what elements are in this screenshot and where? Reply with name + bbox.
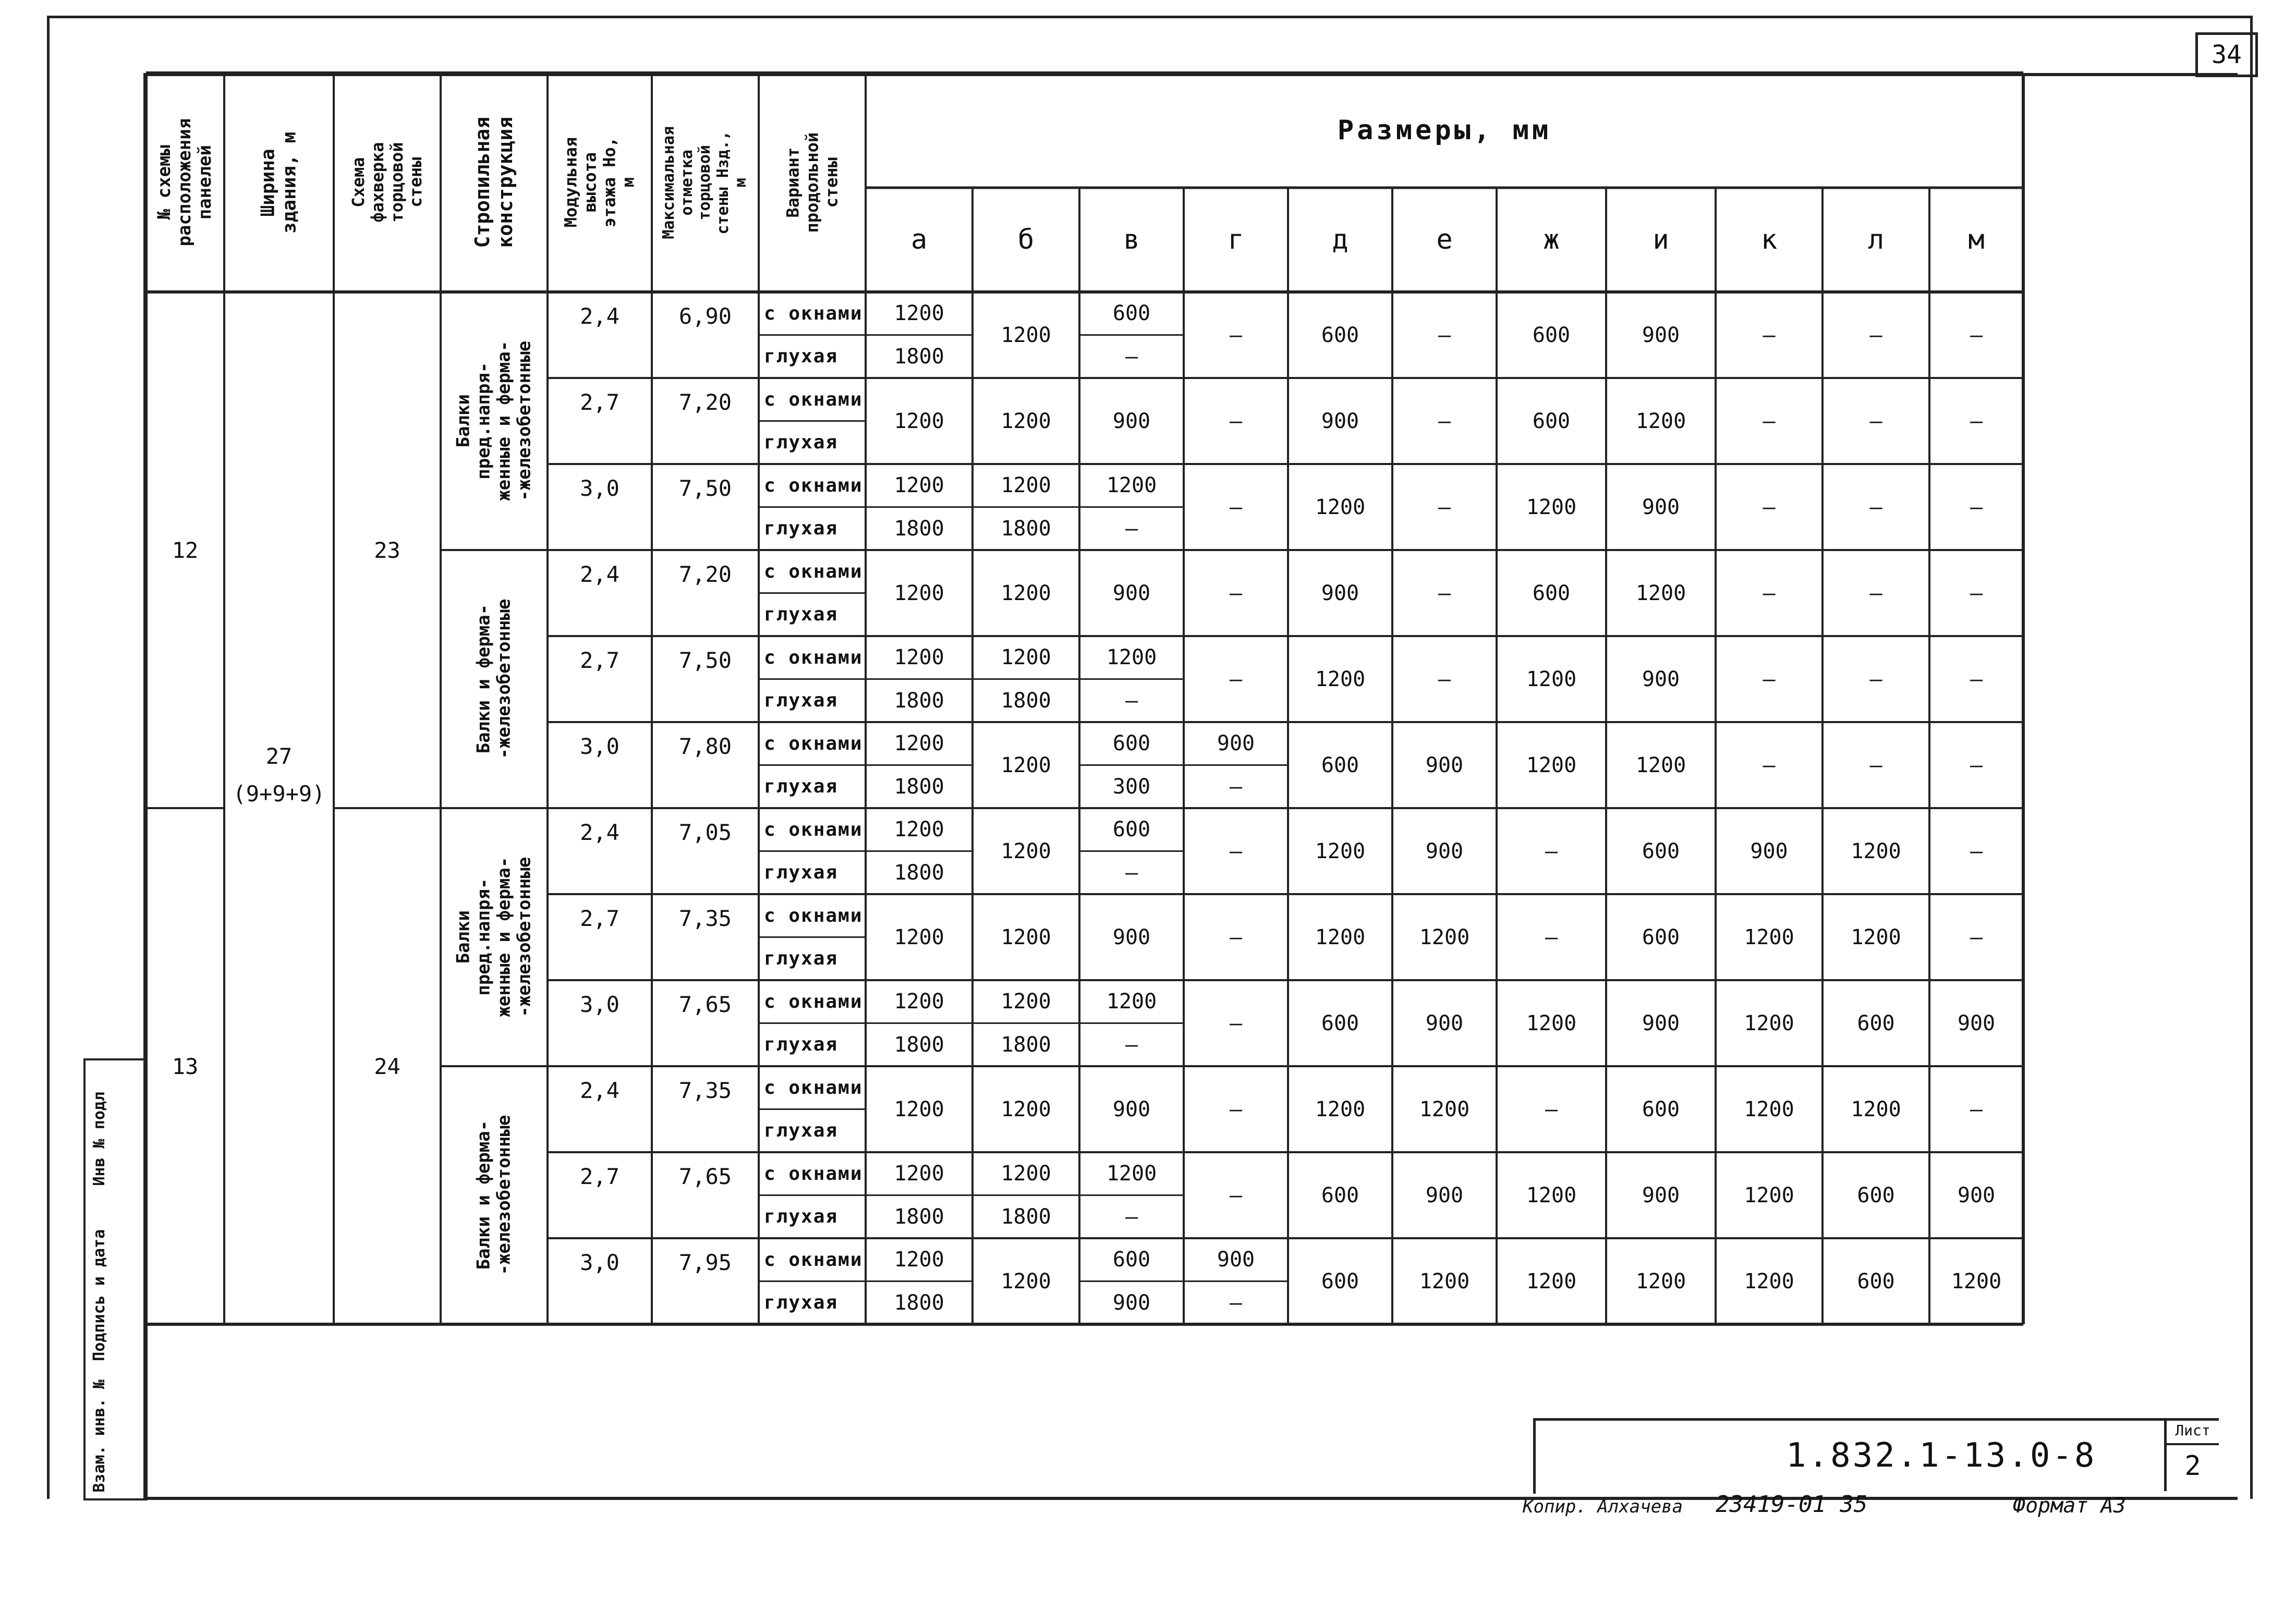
size-d: 600 [1321, 753, 1359, 777]
size-c: 900 [1112, 925, 1151, 949]
size-zh: 1200 [1526, 667, 1577, 691]
construction-prestressed-2: Балки пред.напря- женные и ферма- -железобетонные [453, 857, 535, 1018]
header-letter-и: и [1653, 224, 1669, 255]
scheme-12: 12 [172, 537, 199, 563]
header-letter-м: м [1968, 224, 1985, 255]
size-l: 1200 [1851, 839, 1901, 863]
max-mark: 7,35 [678, 905, 732, 931]
size-k: 1200 [1744, 925, 1794, 949]
size-mm: — [1970, 409, 1983, 433]
size-k: — [1763, 667, 1776, 691]
size-b: 1200 [1001, 409, 1051, 433]
variant-blank: глухая [764, 346, 839, 368]
variant-blank: глухая [764, 1292, 839, 1314]
size-c-blank: — [1125, 516, 1138, 541]
size-e: 900 [1425, 839, 1464, 863]
size-e: — [1438, 667, 1451, 691]
header-letter-б: б [1017, 224, 1035, 255]
size-i: 900 [1642, 667, 1680, 691]
size-g-blank: — [1229, 774, 1243, 799]
variant-blank: глухая [764, 1120, 839, 1142]
size-i: 1200 [1635, 753, 1686, 777]
footer-format: Формат А3 [2013, 1494, 2126, 1518]
size-b-windows: 1200 [1001, 1162, 1051, 1186]
size-c-windows: 600 [1112, 301, 1151, 326]
size-zh: — [1545, 925, 1558, 949]
variant-blank: глухая [764, 1206, 839, 1228]
floor-height: 3,0 [580, 733, 619, 759]
size-d: 600 [1321, 323, 1359, 347]
size-l: 600 [1857, 1183, 1895, 1207]
size-e: 900 [1425, 1183, 1464, 1207]
size-c-windows: 600 [1112, 731, 1151, 756]
size-i: 1200 [1635, 581, 1686, 605]
size-g: — [1229, 1183, 1243, 1207]
size-zh: 600 [1532, 581, 1571, 605]
size-a-windows: 1200 [894, 990, 944, 1014]
facade-24: 24 [374, 1053, 400, 1079]
max-mark: 7,65 [678, 1163, 732, 1189]
size-mm: 900 [1957, 1011, 1996, 1035]
sheet-value: 2 [2184, 1450, 2201, 1482]
variant-blank: глухая [764, 518, 839, 540]
max-mark: 7,95 [678, 1249, 732, 1275]
size-b-blank: 1800 [1001, 1204, 1051, 1229]
size-l: 600 [1857, 1011, 1895, 1035]
size-mm: — [1970, 581, 1983, 605]
document-code: 1.832.1-13.0-8 [1786, 1436, 2097, 1475]
header-letter-а: а [910, 224, 928, 255]
size-c-blank: — [1125, 860, 1138, 885]
size-e: 900 [1425, 1011, 1464, 1035]
size-g: — [1229, 581, 1243, 605]
max-mark: 6,90 [678, 303, 732, 329]
facade-23: 23 [374, 537, 400, 563]
size-b: 1200 [1001, 839, 1051, 863]
size-d: 1200 [1315, 925, 1366, 949]
size-mm: — [1970, 667, 1983, 691]
size-a-windows: 1200 [894, 645, 944, 670]
size-zh: — [1545, 1097, 1558, 1121]
size-a-blank: 1800 [894, 1204, 944, 1229]
size-g-windows: 900 [1217, 731, 1255, 756]
size-c-blank: — [1125, 344, 1138, 369]
floor-height: 2,7 [580, 389, 619, 415]
size-i: 600 [1642, 1097, 1680, 1121]
size-mm: 1200 [1951, 1269, 2002, 1293]
size-k: 1200 [1744, 1097, 1794, 1121]
size-mm: — [1970, 495, 1983, 519]
size-c-windows: 600 [1112, 817, 1151, 842]
size-g: — [1229, 839, 1243, 863]
size-a: 1200 [894, 581, 944, 605]
size-a-blank: 1800 [894, 516, 944, 541]
header-max-mark: Максимальная отметка торцовой стены Hзд., м [660, 126, 750, 239]
variant-windows: с окнами [764, 905, 863, 926]
size-d: 1200 [1315, 667, 1366, 691]
size-g: — [1229, 667, 1243, 691]
size-g: — [1229, 1097, 1243, 1121]
size-b: 1200 [1001, 925, 1051, 949]
size-b-blank: 1800 [1001, 688, 1051, 713]
size-a-windows: 1200 [894, 473, 944, 498]
strip-vzam: Взам. инв. № [90, 1379, 109, 1493]
size-l: — [1869, 495, 1882, 519]
size-zh: 600 [1532, 409, 1571, 433]
size-l: 1200 [1851, 925, 1901, 949]
variant-windows: с окнами [764, 819, 863, 840]
floor-height: 2,4 [580, 561, 619, 587]
size-d: 600 [1321, 1269, 1359, 1293]
size-k: 1200 [1744, 1183, 1794, 1207]
approval-strip [83, 1058, 148, 1500]
header-letter-к: к [1760, 224, 1778, 255]
size-k: — [1763, 495, 1776, 519]
size-b-windows: 1200 [1001, 473, 1051, 498]
size-a-blank: 1800 [894, 688, 944, 713]
variant-blank: глухая [764, 432, 839, 454]
size-mm: — [1970, 925, 1983, 949]
size-b-windows: 1200 [1001, 990, 1051, 1014]
size-e: 900 [1425, 753, 1464, 777]
header-scheme: № схемы расположения панелей [154, 118, 216, 247]
size-mm: — [1970, 753, 1983, 777]
strip-signature: Подпись и дата [90, 1229, 109, 1361]
header-construction: Стропильная конструкция [470, 117, 517, 248]
size-l: — [1869, 409, 1882, 433]
size-b-blank: 1800 [1001, 516, 1051, 541]
size-mm: — [1970, 323, 1983, 347]
floor-height: 3,0 [580, 475, 619, 501]
floor-height: 2,7 [580, 905, 619, 931]
size-c-blank: — [1125, 1204, 1138, 1229]
size-k: — [1763, 753, 1776, 777]
scheme-13: 13 [172, 1053, 199, 1079]
header-facade: Схема фахверка торцовой стены [348, 142, 426, 223]
size-d: 900 [1321, 581, 1359, 605]
size-zh: 1200 [1526, 1183, 1577, 1207]
size-c-windows: 1200 [1106, 990, 1157, 1014]
size-e: — [1438, 581, 1451, 605]
size-i: 1200 [1635, 1269, 1686, 1293]
size-d: 600 [1321, 1183, 1359, 1207]
size-i: 1200 [1635, 409, 1686, 433]
size-zh: 600 [1532, 323, 1571, 347]
size-a-windows: 1200 [894, 731, 944, 756]
size-g: — [1229, 409, 1243, 433]
size-i: 600 [1642, 925, 1680, 949]
size-l: — [1869, 753, 1882, 777]
floor-height: 2,4 [580, 1077, 619, 1103]
header-letter-е: е [1436, 224, 1453, 255]
size-e: — [1438, 409, 1451, 433]
size-k: — [1763, 581, 1776, 605]
size-l: 600 [1857, 1269, 1895, 1293]
size-c-windows: 600 [1112, 1248, 1151, 1272]
size-a-windows: 1200 [894, 817, 944, 842]
size-zh: 1200 [1526, 1269, 1577, 1293]
size-d: 1200 [1315, 495, 1366, 519]
header-sizes-title: Размеры, мм [1337, 115, 1552, 146]
variant-blank: глухая [764, 1034, 839, 1056]
sheet-number: 34 [2195, 32, 2258, 77]
size-d: 1200 [1315, 1097, 1366, 1121]
size-k: 900 [1750, 839, 1788, 863]
variant-windows: с окнами [764, 991, 863, 1012]
size-c-blank: — [1125, 688, 1138, 713]
variant-windows: с окнами [764, 302, 863, 324]
header-letter-ж: ж [1543, 224, 1560, 255]
size-i: 600 [1642, 839, 1680, 863]
size-c: 900 [1112, 409, 1151, 433]
size-a: 1200 [894, 1097, 944, 1121]
size-b-windows: 1200 [1001, 645, 1051, 670]
max-mark: 7,20 [678, 389, 732, 415]
size-a-blank: 1800 [894, 1032, 944, 1057]
size-zh: — [1545, 839, 1558, 863]
construction-rc-2: Балки и ферма- -железобетонные [473, 1115, 515, 1276]
floor-height: 3,0 [580, 1249, 619, 1275]
size-a-windows: 1200 [894, 1162, 944, 1186]
size-k: 1200 [1744, 1011, 1794, 1035]
variant-windows: с окнами [764, 1249, 863, 1271]
size-a-blank: 1800 [894, 344, 944, 369]
construction-rc-1: Балки и ферма- -железобетонные [473, 599, 515, 760]
floor-height: 2,7 [580, 647, 619, 673]
building-width-sub: (9+9+9) [233, 781, 325, 807]
header-letter-в: в [1123, 224, 1140, 255]
size-a-blank: 1800 [894, 1290, 944, 1315]
size-mm: — [1970, 1097, 1983, 1121]
size-i: 900 [1642, 1183, 1680, 1207]
size-g: — [1229, 1011, 1243, 1035]
floor-height: 2,7 [580, 1163, 619, 1189]
size-k: — [1763, 323, 1776, 347]
size-a-windows: 1200 [894, 1248, 944, 1272]
max-mark: 7,50 [678, 647, 732, 673]
header-width: Ширина здания, м [257, 131, 300, 234]
size-i: 900 [1642, 495, 1680, 519]
size-b-blank: 1800 [1001, 1032, 1051, 1057]
strip-inv-podl: Инв № подл [90, 1091, 109, 1186]
size-e: 1200 [1419, 1097, 1470, 1121]
size-g: — [1229, 495, 1243, 519]
size-a-blank: 1800 [894, 774, 944, 799]
size-zh: 1200 [1526, 753, 1577, 777]
floor-height: 2,4 [580, 819, 619, 845]
size-d: 600 [1321, 1011, 1359, 1035]
footer-order: 23419-01 35 [1716, 1491, 1868, 1518]
header-floor-height: Модульная высота этажа Hо, м [561, 137, 638, 228]
size-k: — [1763, 409, 1776, 433]
size-c-windows: 1200 [1106, 645, 1157, 670]
variant-windows: с окнами [764, 1163, 863, 1185]
variant-windows: с окнами [764, 388, 863, 410]
size-mm: — [1970, 839, 1983, 863]
size-g: — [1229, 323, 1243, 347]
size-zh: 1200 [1526, 1011, 1577, 1035]
header-letter-д: д [1332, 224, 1349, 255]
building-width: 27 [265, 743, 293, 769]
size-l: — [1869, 323, 1882, 347]
size-a-windows: 1200 [894, 301, 944, 326]
size-i: 900 [1642, 323, 1680, 347]
size-b: 1200 [1001, 1269, 1051, 1293]
size-e: 1200 [1419, 925, 1470, 949]
variant-blank: глухая [764, 604, 839, 626]
size-c: 900 [1112, 1097, 1151, 1121]
size-c-blank: 900 [1112, 1290, 1151, 1315]
sheet-box [2164, 1418, 2219, 1491]
variant-windows: с окнами [764, 1077, 863, 1099]
max-mark: 7,05 [678, 819, 732, 845]
size-a: 1200 [894, 925, 944, 949]
size-c-blank: — [1125, 1032, 1138, 1057]
size-l: — [1869, 667, 1882, 691]
size-a: 1200 [894, 409, 944, 433]
variant-blank: глухая [764, 776, 839, 798]
max-mark: 7,80 [678, 733, 732, 759]
size-e: — [1438, 323, 1451, 347]
size-b: 1200 [1001, 1097, 1051, 1121]
variant-blank: глухая [764, 862, 839, 884]
size-b: 1200 [1001, 581, 1051, 605]
size-zh: 1200 [1526, 495, 1577, 519]
variant-windows: с окнами [764, 646, 863, 668]
variant-windows: с окнами [764, 474, 863, 496]
variant-windows: с окнами [764, 733, 863, 754]
size-l: 1200 [1851, 1097, 1901, 1121]
size-c-blank: 300 [1112, 774, 1151, 799]
header-letter-л: л [1867, 224, 1885, 255]
size-l: — [1869, 581, 1882, 605]
size-a-blank: 1800 [894, 860, 944, 885]
sheet-label: Лист [2167, 1418, 2219, 1445]
max-mark: 7,35 [678, 1077, 732, 1103]
size-g-blank: — [1229, 1290, 1243, 1315]
size-g-windows: 900 [1217, 1248, 1255, 1272]
title-block [1533, 1418, 2219, 1494]
size-c-windows: 1200 [1106, 473, 1157, 498]
size-b: 1200 [1001, 753, 1051, 777]
size-i: 900 [1642, 1011, 1680, 1035]
size-e: 1200 [1419, 1269, 1470, 1293]
construction-prestressed-1: Балки пред.напря- женные и ферма- -железобетонные [453, 340, 535, 502]
max-mark: 7,65 [678, 991, 732, 1017]
header-wall-variant: Вариант продольной стены [783, 132, 841, 233]
floor-height: 3,0 [580, 991, 619, 1017]
size-k: 1200 [1744, 1269, 1794, 1293]
size-b: 1200 [1001, 323, 1051, 347]
max-mark: 7,20 [678, 561, 732, 587]
size-d: 1200 [1315, 839, 1366, 863]
size-e: — [1438, 495, 1451, 519]
variant-windows: с окнами [764, 560, 863, 582]
max-mark: 7,50 [678, 475, 732, 501]
size-d: 900 [1321, 409, 1359, 433]
floor-height: 2,4 [580, 303, 619, 329]
footer-copied: Копир. Алхачева [1523, 1496, 1683, 1517]
size-mm: 900 [1957, 1183, 1996, 1207]
variant-blank: глухая [764, 948, 839, 970]
size-c-windows: 1200 [1106, 1162, 1157, 1186]
size-g: — [1229, 925, 1243, 949]
header-letter-г: г [1228, 224, 1244, 255]
size-c: 900 [1112, 581, 1151, 605]
variant-blank: глухая [764, 690, 839, 712]
